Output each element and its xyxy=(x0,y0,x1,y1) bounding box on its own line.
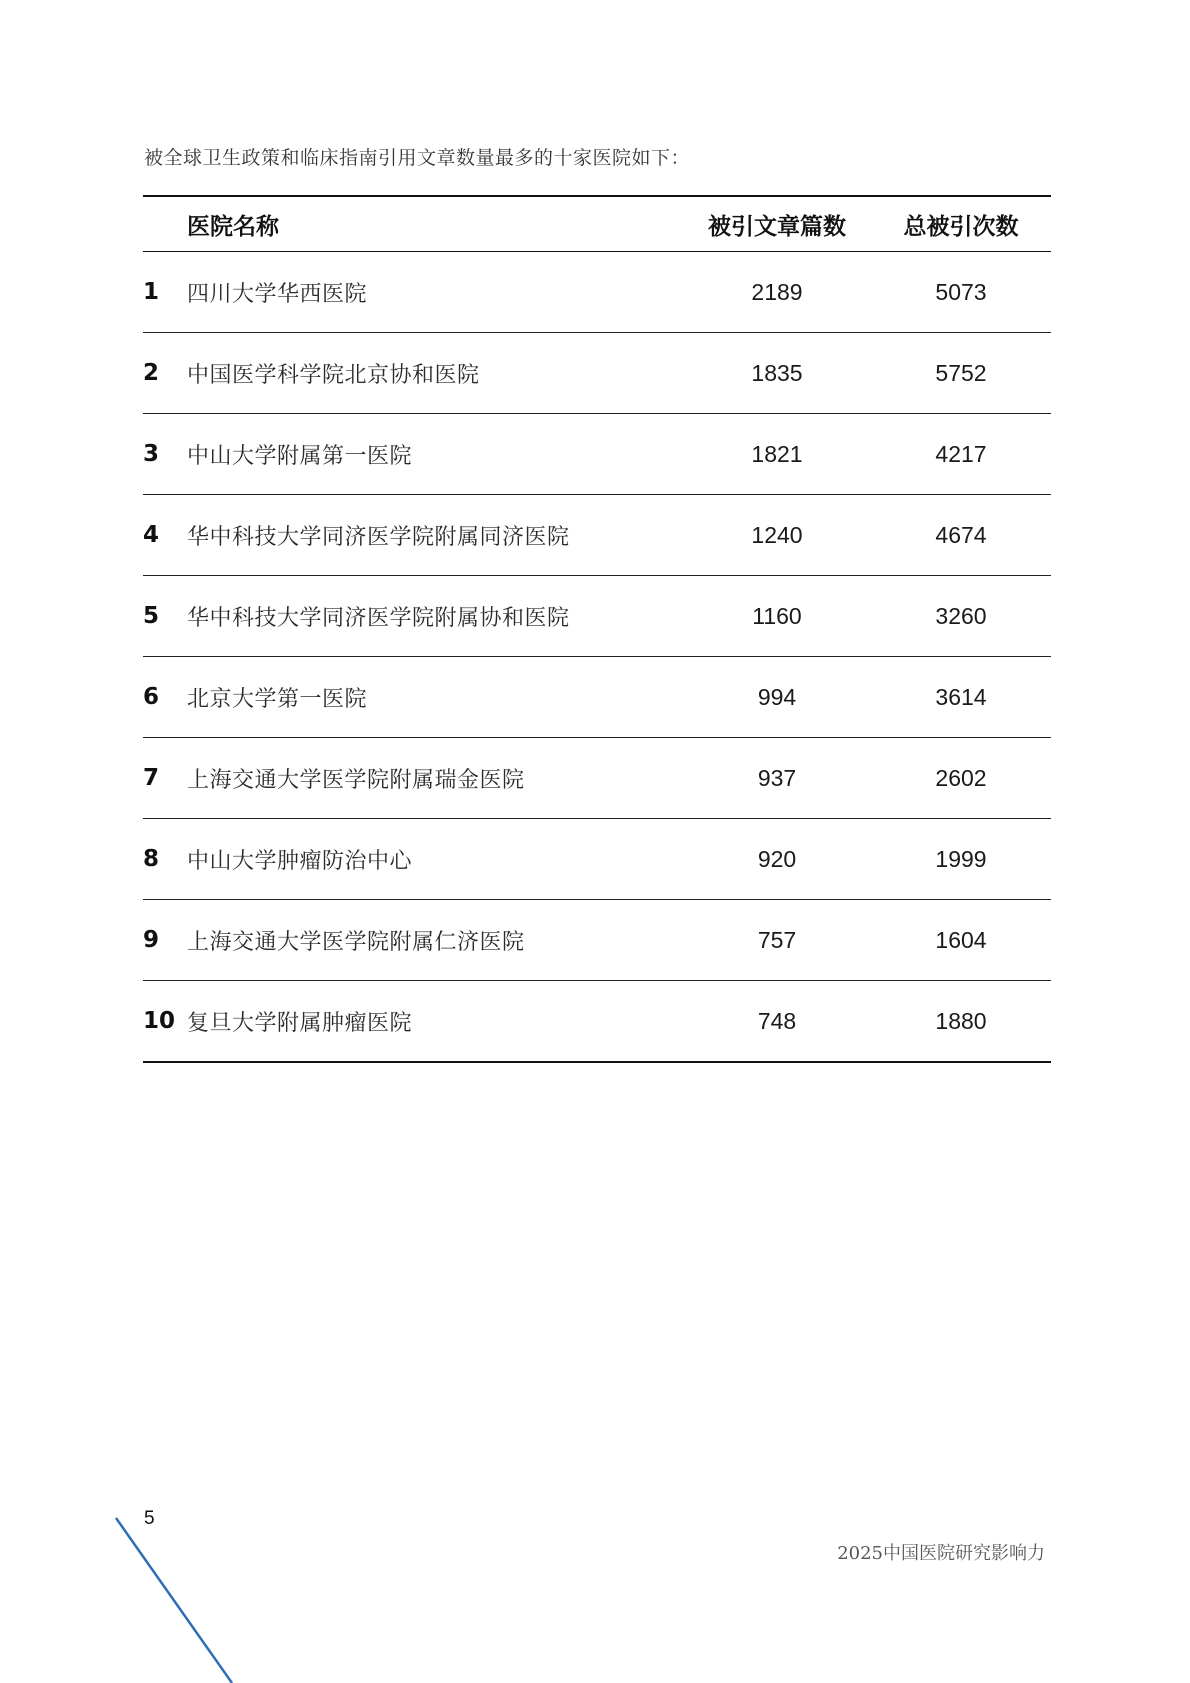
cited-articles-cell: 1240 xyxy=(683,495,871,576)
header-total-citations: 总被引次数 xyxy=(871,196,1051,252)
hospital-name-cell: 四川大学华西医院 xyxy=(187,252,683,333)
cited-articles-cell: 937 xyxy=(683,738,871,819)
hospital-name-cell: 华中科技大学同济医学院附属协和医院 xyxy=(187,576,683,657)
rank-cell: 1 xyxy=(143,252,187,333)
hospital-name-cell: 华中科技大学同济医学院附属同济医院 xyxy=(187,495,683,576)
hospital-name-cell: 北京大学第一医院 xyxy=(187,657,683,738)
hospital-name-cell: 中国医学科学院北京协和医院 xyxy=(187,333,683,414)
cited-articles-cell: 994 xyxy=(683,657,871,738)
report-title: 2025中国医院研究影响力 xyxy=(837,1543,1045,1564)
cited-articles-cell: 920 xyxy=(683,819,871,900)
cited-articles-cell: 1835 xyxy=(683,333,871,414)
cited-articles-cell: 748 xyxy=(757,1007,797,1034)
cited-articles-cell: 1160 xyxy=(683,576,871,657)
rank-cell: 10 xyxy=(143,1008,176,1034)
total-citations-cell: 5752 xyxy=(871,333,1051,414)
total-citations-cell: 1999 xyxy=(871,819,1051,900)
hospital-name-cell: 上海交通大学医学院附属仁济医院 xyxy=(187,900,683,981)
cited-articles-cell: 757 xyxy=(683,900,871,981)
total-citations-cell: 4217 xyxy=(871,414,1051,495)
rank-cell: 2 xyxy=(143,333,187,414)
cited-articles-cell: 2189 xyxy=(683,252,871,333)
rank-cell: 8 xyxy=(143,819,187,900)
total-citations-cell: 3260 xyxy=(871,576,1051,657)
total-citations-cell: 1604 xyxy=(871,900,1051,981)
rank-cell: 4 xyxy=(143,495,187,576)
header-cited-articles: 被引文章篇数 xyxy=(683,196,871,252)
rank-cell: 3 xyxy=(143,414,187,495)
hospital-name-cell: 中山大学附属第一医院 xyxy=(187,414,683,495)
header-hospital-name: 医院名称 xyxy=(187,196,683,252)
page-number: 5 xyxy=(144,1508,155,1529)
total-citations-cell: 3614 xyxy=(871,657,1051,738)
accent-line xyxy=(116,1518,232,1683)
total-citations-cell: 1880 xyxy=(935,1007,987,1034)
total-citations-cell: 2602 xyxy=(871,738,1051,819)
rank-cell: 5 xyxy=(143,576,187,657)
total-citations-cell: 5073 xyxy=(871,252,1051,333)
hospital-name-cell: 复旦大学附属肿瘤医院 xyxy=(187,1010,413,1036)
hospital-name-cell: 中山大学肿瘤防治中心 xyxy=(187,819,683,900)
rank-cell: 6 xyxy=(143,657,187,738)
hospital-name-cell: 上海交通大学医学院附属瑞金医院 xyxy=(187,738,683,819)
cited-articles-cell: 1821 xyxy=(683,414,871,495)
total-citations-cell: 4674 xyxy=(871,495,1051,576)
rank-cell: 9 xyxy=(143,900,187,981)
intro-text: 被全球卫生政策和临床指南引用文章数量最多的十家医院如下： xyxy=(144,147,691,169)
rank-cell: 7 xyxy=(143,738,187,819)
